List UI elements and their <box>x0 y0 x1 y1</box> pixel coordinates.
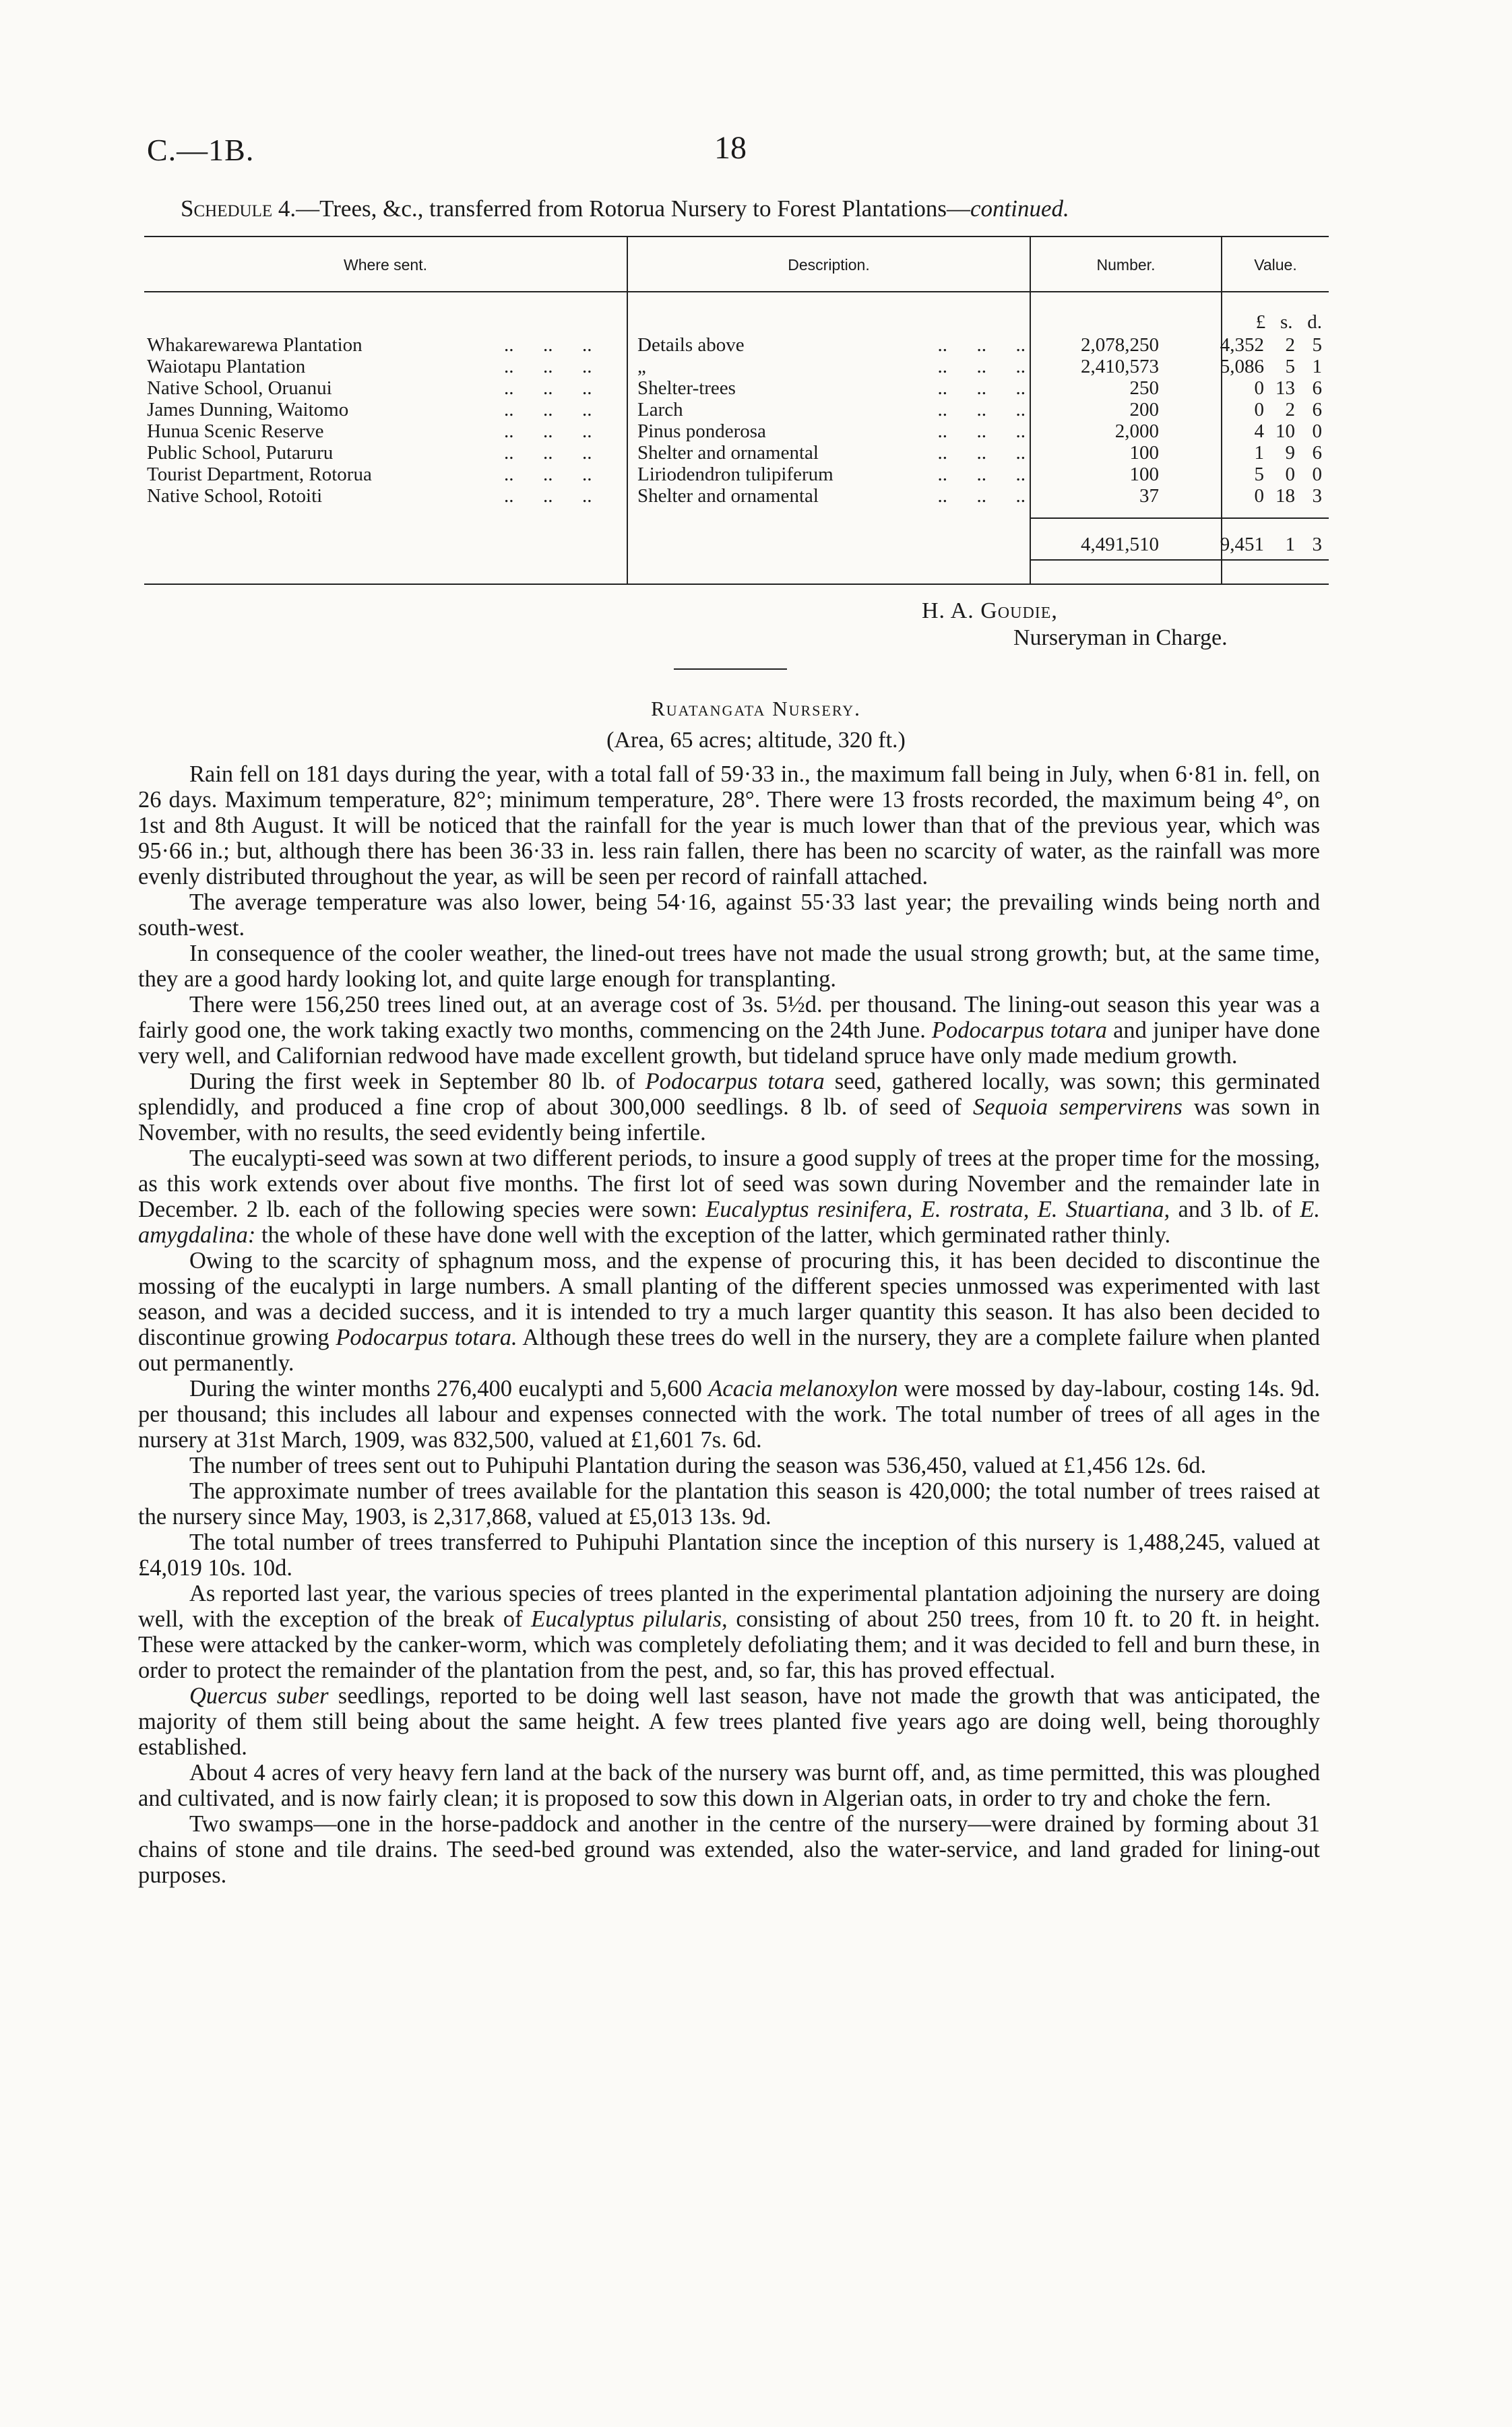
row-number: 100 <box>1129 464 1159 485</box>
row-number: 250 <box>1129 377 1159 399</box>
row-where: Native School, Rotoiti <box>147 485 323 507</box>
row-pounds: 0 <box>1254 399 1264 420</box>
signature-title: Nurseryman in Charge. <box>1013 625 1228 650</box>
signature-name <box>922 598 1058 624</box>
row-number: 100 <box>1129 442 1159 464</box>
paragraph-10: The approximate number of trees available for the plantation this season is 420,000; the total number of trees raised at the nursery since May, 1903, is 2,317,868, valued at £5,013 13s. 9d. <box>138 1478 1320 1530</box>
paragraph-4 <box>138 992 1320 1069</box>
paragraph-9: The number of trees sent out to Puhipuhi Plantation during the season was 536,450, valued at £1,456 12s. 6d. <box>189 1453 1207 1478</box>
row-desc-leader: .. .. .. <box>937 442 1026 464</box>
paragraph-12 <box>138 1581 1320 1683</box>
table-top-rule <box>144 236 1329 237</box>
row-desc-leader: .. .. .. <box>937 377 1026 399</box>
p5-text-b: seed, gathered locally, was sown; this germinated splendidly, and produced a fine crop of about 300,000 seedlings. 8 lb. of seed of <box>138 1069 1320 1120</box>
p5-text-c: was sown in November, with no results, the seed evidently being infertile. <box>138 1094 1321 1145</box>
paragraph-11: The total number of trees transferred to Puhipuhi Plantation since the inception of this nursery is 1,488,245, valued at £4,019 10s. 10d. <box>138 1530 1320 1581</box>
p5-text-a: During the first week in September 80 lb. of <box>189 1069 635 1094</box>
table-divider-1 <box>627 237 628 584</box>
row-shillings: 18 <box>1275 485 1295 507</box>
p6-species-1: Eucalyptus resinifera, E. rostrata, E. Stuartiana, <box>705 1197 1170 1222</box>
paragraph-6 <box>138 1145 1320 1248</box>
p13-text: seedlings, reported to be doing well last season, have not made the growth that was anticipated, the majority of them still being about the same height. A few trees planted five years ago are doing well, being thoroughly established. <box>138 1683 1321 1760</box>
row-pounds: 0 <box>1254 377 1264 399</box>
p12-text-a: As reported last year, the various species of trees planted in the experimental plantation adjoining the nursery are doing well, with the exception of the break of <box>138 1581 1320 1632</box>
row-desc-leader: .. .. .. <box>937 420 1026 442</box>
p4-text-a: There were 156,250 trees lined out, at an average cost of 3s. 5½d. per thousand. The lining-out season this year was a fairly good one, the work taking exactly two months, commencing on the 24th June. <box>138 992 1320 1043</box>
row-number: 2,078,250 <box>1081 334 1159 356</box>
p4-species: Podocarpus totara <box>931 1017 1108 1043</box>
row-pence: 6 <box>1312 442 1322 464</box>
row-description: Shelter and ornamental <box>637 442 819 464</box>
paragraph-8 <box>138 1376 1320 1453</box>
row-pence: 0 <box>1312 464 1322 485</box>
row-description: Larch <box>637 399 683 420</box>
table-subtotal-rule <box>1030 517 1329 519</box>
paragraph-7 <box>138 1248 1320 1376</box>
row-description: Shelter-trees <box>637 377 736 399</box>
col-header-description: Description. <box>788 256 870 274</box>
row-pounds: 4 <box>1254 420 1264 442</box>
document-reference: C.—1B. <box>147 133 255 167</box>
row-pence: 6 <box>1312 399 1322 420</box>
paragraph-2: The average temperature was also lower, being 54·16, against 55·33 last year; the prevailing winds being north and south-west. <box>138 889 1320 941</box>
schedule-title <box>181 195 1069 222</box>
row-description: „ <box>637 356 646 377</box>
row-where-leader: .. .. .. <box>504 334 592 356</box>
p7-text-b: Although these trees do well in the nursery, they are a complete failure when planted out permanently. <box>138 1325 1320 1376</box>
row-pounds: 5 <box>1254 464 1264 485</box>
row-shillings: 0 <box>1285 464 1295 485</box>
row-pence: 0 <box>1312 420 1322 442</box>
row-where-leader: .. .. .. <box>504 377 592 399</box>
paragraph-13 <box>138 1683 1320 1760</box>
row-pence: 1 <box>1312 356 1322 377</box>
section-divider <box>674 668 787 670</box>
row-where-leader: .. .. .. <box>504 485 592 507</box>
row-pounds: 5,086 <box>1220 356 1264 377</box>
row-description: Details above <box>637 334 745 356</box>
row-where: James Dunning, Waitomo <box>147 399 349 420</box>
p6-text-a: The eucalypti-seed was sown at two different periods, to insure a good supply of trees at the proper time for the mossing, as this work extends over about five months. The first lot of seed was sown during November and the remainder late in December. 2 lb. each of the following species were sown: <box>138 1145 1320 1222</box>
row-where-leader: .. .. .. <box>504 356 592 377</box>
row-desc-leader: .. .. .. <box>937 399 1026 420</box>
p8-species: Acacia melanoxylon <box>708 1376 898 1401</box>
row-desc-leader: .. .. .. <box>937 334 1026 356</box>
col-header-number: Number. <box>1096 256 1156 274</box>
row-pounds: 1 <box>1254 442 1264 464</box>
p12-text-b: consisting of about 250 trees, from 10 ft. to 20 ft. in height. These were attacked by the canker-worm, which was completely defoliating them; and it was decided to fell and burn these, in order to protect the remainder of the plantation from the pest, and, so far, this has proved effectual. <box>138 1606 1321 1683</box>
row-pounds: 0 <box>1254 485 1264 507</box>
signature-name-text: H. A. Goudie, <box>922 598 1058 623</box>
p8-text-b: were mossed by day-labour, costing 14s. 9d. per thousand; this includes all labour and expenses connected with the work. The total number of trees of all ages in the nursery at 31st March, 1909, was 832,500, valued at £1,601 7s. 6d. <box>138 1376 1320 1453</box>
p4-text-b: and juniper have done very well, and Californian redwood have made excellent growth, but tideland spruce have only made medium growth. <box>138 1017 1321 1069</box>
paragraph-14: About 4 acres of very heavy fern land at the back of the nursery was burnt off, and, as time permitted, this was ploughed and cultivated, and is now fairly clean; it is proposed to sow this down in Algerian oats, in order to try and choke the fern. <box>138 1760 1320 1811</box>
schedule-title-text: —Trees, &c., transferred from Rotorua Nursery to Forest Plantations— <box>296 195 971 222</box>
row-shillings: 9 <box>1285 442 1295 464</box>
col-header-value: Value. <box>1254 256 1297 274</box>
value-units: £ s. d. <box>1255 311 1322 333</box>
row-shillings: 5 <box>1285 356 1295 377</box>
p5-species-1: Podocarpus totara <box>645 1069 825 1094</box>
col-header-where: Where sent. <box>344 256 427 274</box>
paragraph-1: Rain fell on 181 days during the year, with a total fall of 59·33 in., the maximum fall being in July, when 6·81 in. fell, on 26 days. Maximum temperature, 82°; minimum temperature, 28°. There were 13 frosts recorded, the maximum being 4°, on 1st and 8th August. It will be noticed that the rainfall for the year is much lower than that of the previous year, which was 95·66 in.; but, although there has been 36·33 in. less rain fallen, there has been no scarcity of water, as the rainfall was more evenly distributed throughout the year, as will be seen per record of rainfall attached. <box>138 761 1320 889</box>
row-number: 37 <box>1139 485 1159 507</box>
total-shillings: 1 <box>1285 534 1295 555</box>
section-subheading: (Area, 65 acres; altitude, 320 ft.) <box>606 728 906 753</box>
p6-species-2: E. amygdalina: <box>138 1197 1320 1248</box>
p12-species: Eucalyptus pilularis, <box>531 1606 728 1632</box>
row-shillings: 2 <box>1285 399 1295 420</box>
row-pounds: 4,352 <box>1220 334 1264 356</box>
row-desc-leader: .. .. .. <box>937 356 1026 377</box>
row-where: Whakarewarewa Plantation <box>147 334 363 356</box>
p7-text-a: Owing to the scarcity of sphagnum moss, and the expense of procuring this, it has been decided to discontinue the mossing of the eucalypti in large numbers. A small planting of the different species unmossed was experimented with last season, and was a decided success, and it is intended to try a much larger quantity this season. It has also been decided to discontinue growing <box>138 1248 1320 1350</box>
row-shillings: 2 <box>1285 334 1295 356</box>
p8-text-a: During the winter months 276,400 eucalypti and 5,600 <box>189 1376 702 1401</box>
p7-species: Podocarpus totara. <box>336 1325 517 1350</box>
table-bottom-rule <box>144 584 1329 585</box>
row-pence: 6 <box>1312 377 1322 399</box>
paragraph-15: Two swamps—one in the horse-paddock and another in the centre of the nursery—were drained by forming about 31 chains of stone and tile drains. The seed-bed ground was extended, also the water-service, and land graded for lining-out purposes. <box>138 1811 1320 1888</box>
row-where-leader: .. .. .. <box>504 399 592 420</box>
row-desc-leader: .. .. .. <box>937 464 1026 485</box>
total-pounds: 9,451 <box>1220 534 1264 555</box>
row-where-leader: .. .. .. <box>504 442 592 464</box>
p5-species-2: Sequoia sempervirens <box>973 1094 1183 1120</box>
p6-text-b: and 3 lb. of <box>1178 1197 1292 1222</box>
row-description: Shelter and ornamental <box>637 485 819 507</box>
row-pence: 5 <box>1312 334 1322 356</box>
row-where: Tourist Department, Rotorua <box>147 464 372 485</box>
p6-text-c: the whole of these have done well with the exception of the latter, which germinated rather thinly. <box>261 1222 1171 1248</box>
row-where-leader: .. .. .. <box>504 420 592 442</box>
body-text <box>138 761 1320 1888</box>
row-where: Waiotapu Plantation <box>147 356 306 377</box>
section-heading: Ruatangata Nursery. <box>651 697 861 720</box>
table-header-rule <box>144 291 1329 292</box>
row-description: Pinus ponderosa <box>637 420 766 442</box>
total-pence: 3 <box>1312 534 1322 555</box>
total-number: 4,491,510 <box>1081 534 1159 555</box>
table-total-rule <box>1030 559 1329 561</box>
row-shillings: 13 <box>1275 377 1295 399</box>
row-shillings: 10 <box>1275 420 1295 442</box>
schedule-label: Schedule 4. <box>181 195 296 222</box>
row-where: Public School, Putaruru <box>147 442 334 464</box>
row-number: 200 <box>1129 399 1159 420</box>
p13-species: Quercus suber <box>189 1683 329 1709</box>
row-where: Native School, Oruanui <box>147 377 332 399</box>
schedule-continued: continued. <box>970 195 1069 222</box>
page-number: 18 <box>714 130 747 166</box>
row-where-leader: .. .. .. <box>504 464 592 485</box>
paragraph-5 <box>138 1069 1320 1145</box>
row-number: 2,000 <box>1114 420 1159 442</box>
row-pence: 3 <box>1312 485 1322 507</box>
paragraph-3: In consequence of the cooler weather, the lined-out trees have not made the usual strong growth; but, at the same time, they are a good hardy looking lot, and quite large enough for transplanting. <box>138 941 1320 992</box>
row-description: Liriodendron tulipiferum <box>637 464 833 485</box>
row-desc-leader: .. .. .. <box>937 485 1026 507</box>
row-number: 2,410,573 <box>1081 356 1159 377</box>
row-where: Hunua Scenic Reserve <box>147 420 324 442</box>
